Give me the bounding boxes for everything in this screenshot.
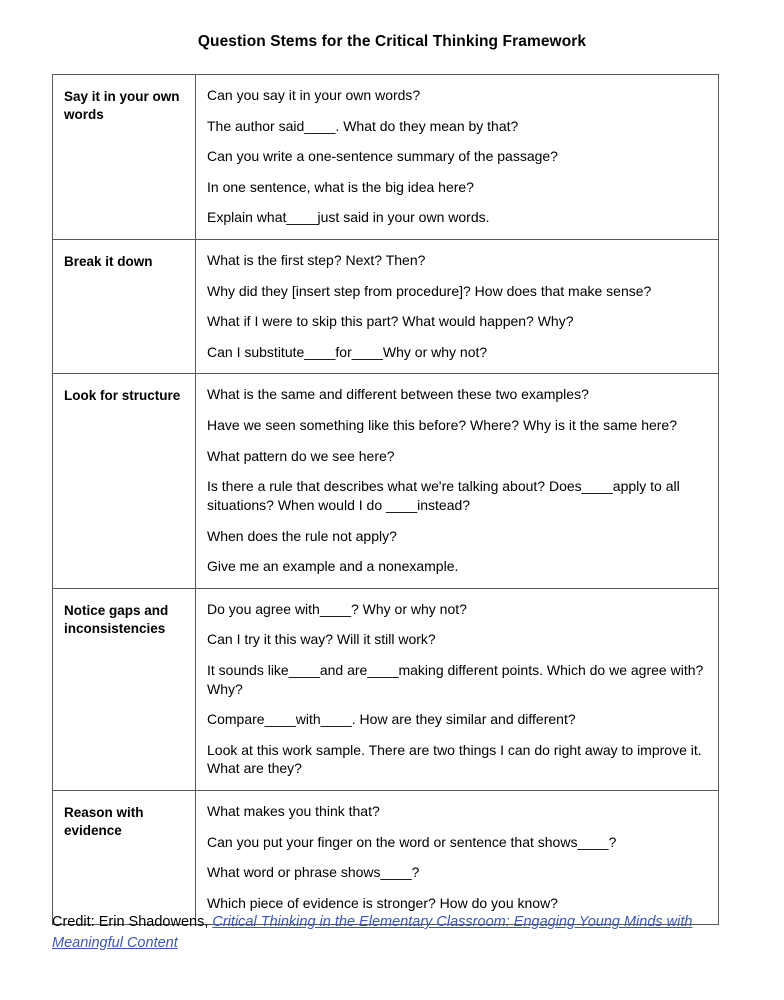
category-cell	[53, 374, 196, 588]
question-stem: Explain what____just said in your own words.	[207, 209, 490, 226]
stems-cell	[196, 240, 719, 374]
credit-prefix: Credit: Erin Shadowens,	[52, 914, 213, 930]
stems-cell	[196, 791, 719, 925]
question-stem: Can you write a one-sentence summary of the passage?	[207, 148, 558, 165]
stems-cell	[196, 588, 719, 790]
question-stems-table	[52, 74, 719, 925]
question-stem: Can you put your finger on the word or sentence that shows____?	[207, 833, 617, 850]
question-stem: Why did they [insert step from procedure]? How does that make sense?	[207, 282, 652, 299]
category-label: Say it in your own words	[64, 89, 180, 122]
category-label: Reason with evidence	[64, 805, 144, 838]
credit-line	[52, 912, 712, 954]
question-stem: Give me an example and a nonexample.	[207, 558, 459, 575]
question-stem: What if I were to skip this part? What would happen? Why?	[207, 313, 574, 330]
question-stem: When does the rule not apply?	[207, 527, 397, 544]
question-stem: In one sentence, what is the big idea here?	[207, 178, 474, 195]
question-stem: Can you say it in your own words?	[207, 87, 421, 103]
stems-cell	[196, 75, 719, 240]
table-row	[53, 240, 719, 374]
question-stem: What pattern do we see here?	[207, 447, 395, 464]
question-stem: What word or phrase shows____?	[207, 864, 420, 881]
question-stem: It sounds like____and are____making different points. Which do we agree with? Why?	[207, 661, 704, 697]
category-cell	[53, 75, 196, 240]
page-title: Question Stems for the Critical Thinking Framework	[197, 33, 587, 50]
question-stem: Can I try it this way? Will it still work?	[207, 631, 436, 648]
table-row	[53, 588, 719, 790]
question-stem: Is there a rule that describes what we're talking about? Does____apply to all situations? When would I do ____instead?	[207, 478, 680, 513]
question-stem: Which piece of evidence is stronger? How do you know?	[207, 894, 558, 911]
question-stem: Look at this work sample. There are two things I can do right away to improve it. What are they?	[207, 741, 702, 777]
category-label: Notice gaps and inconsistencies	[64, 602, 169, 636]
question-stem: Compare____with____. How are they similar and different?	[207, 711, 576, 728]
category-label: Look for structure	[64, 388, 181, 404]
category-cell	[53, 791, 196, 925]
category-cell	[53, 588, 196, 790]
question-stem: The author said____. What do they mean by that?	[207, 117, 519, 134]
question-stem: Have we seen something like this before? Where? Why is it the same here?	[207, 417, 678, 434]
table-row	[53, 374, 719, 588]
source-book-link[interactable]: Critical Thinking in the Elementary Classroom: Engaging Young Minds with Meaningful Content	[52, 914, 693, 952]
question-stem: What is the first step? Next? Then?	[207, 252, 426, 269]
table-body	[53, 75, 719, 925]
question-stem: Can I substitute____for____Why or why not?	[207, 343, 488, 360]
stems-cell	[196, 374, 719, 588]
table-row	[53, 791, 719, 925]
category-label: Break it down	[64, 254, 153, 270]
question-stem: What is the same and different between these two examples?	[207, 386, 589, 403]
table-row	[53, 75, 719, 240]
category-cell	[53, 240, 196, 374]
question-stem: What makes you think that?	[207, 803, 380, 820]
question-stem: Do you agree with____? Why or why not?	[207, 600, 467, 617]
